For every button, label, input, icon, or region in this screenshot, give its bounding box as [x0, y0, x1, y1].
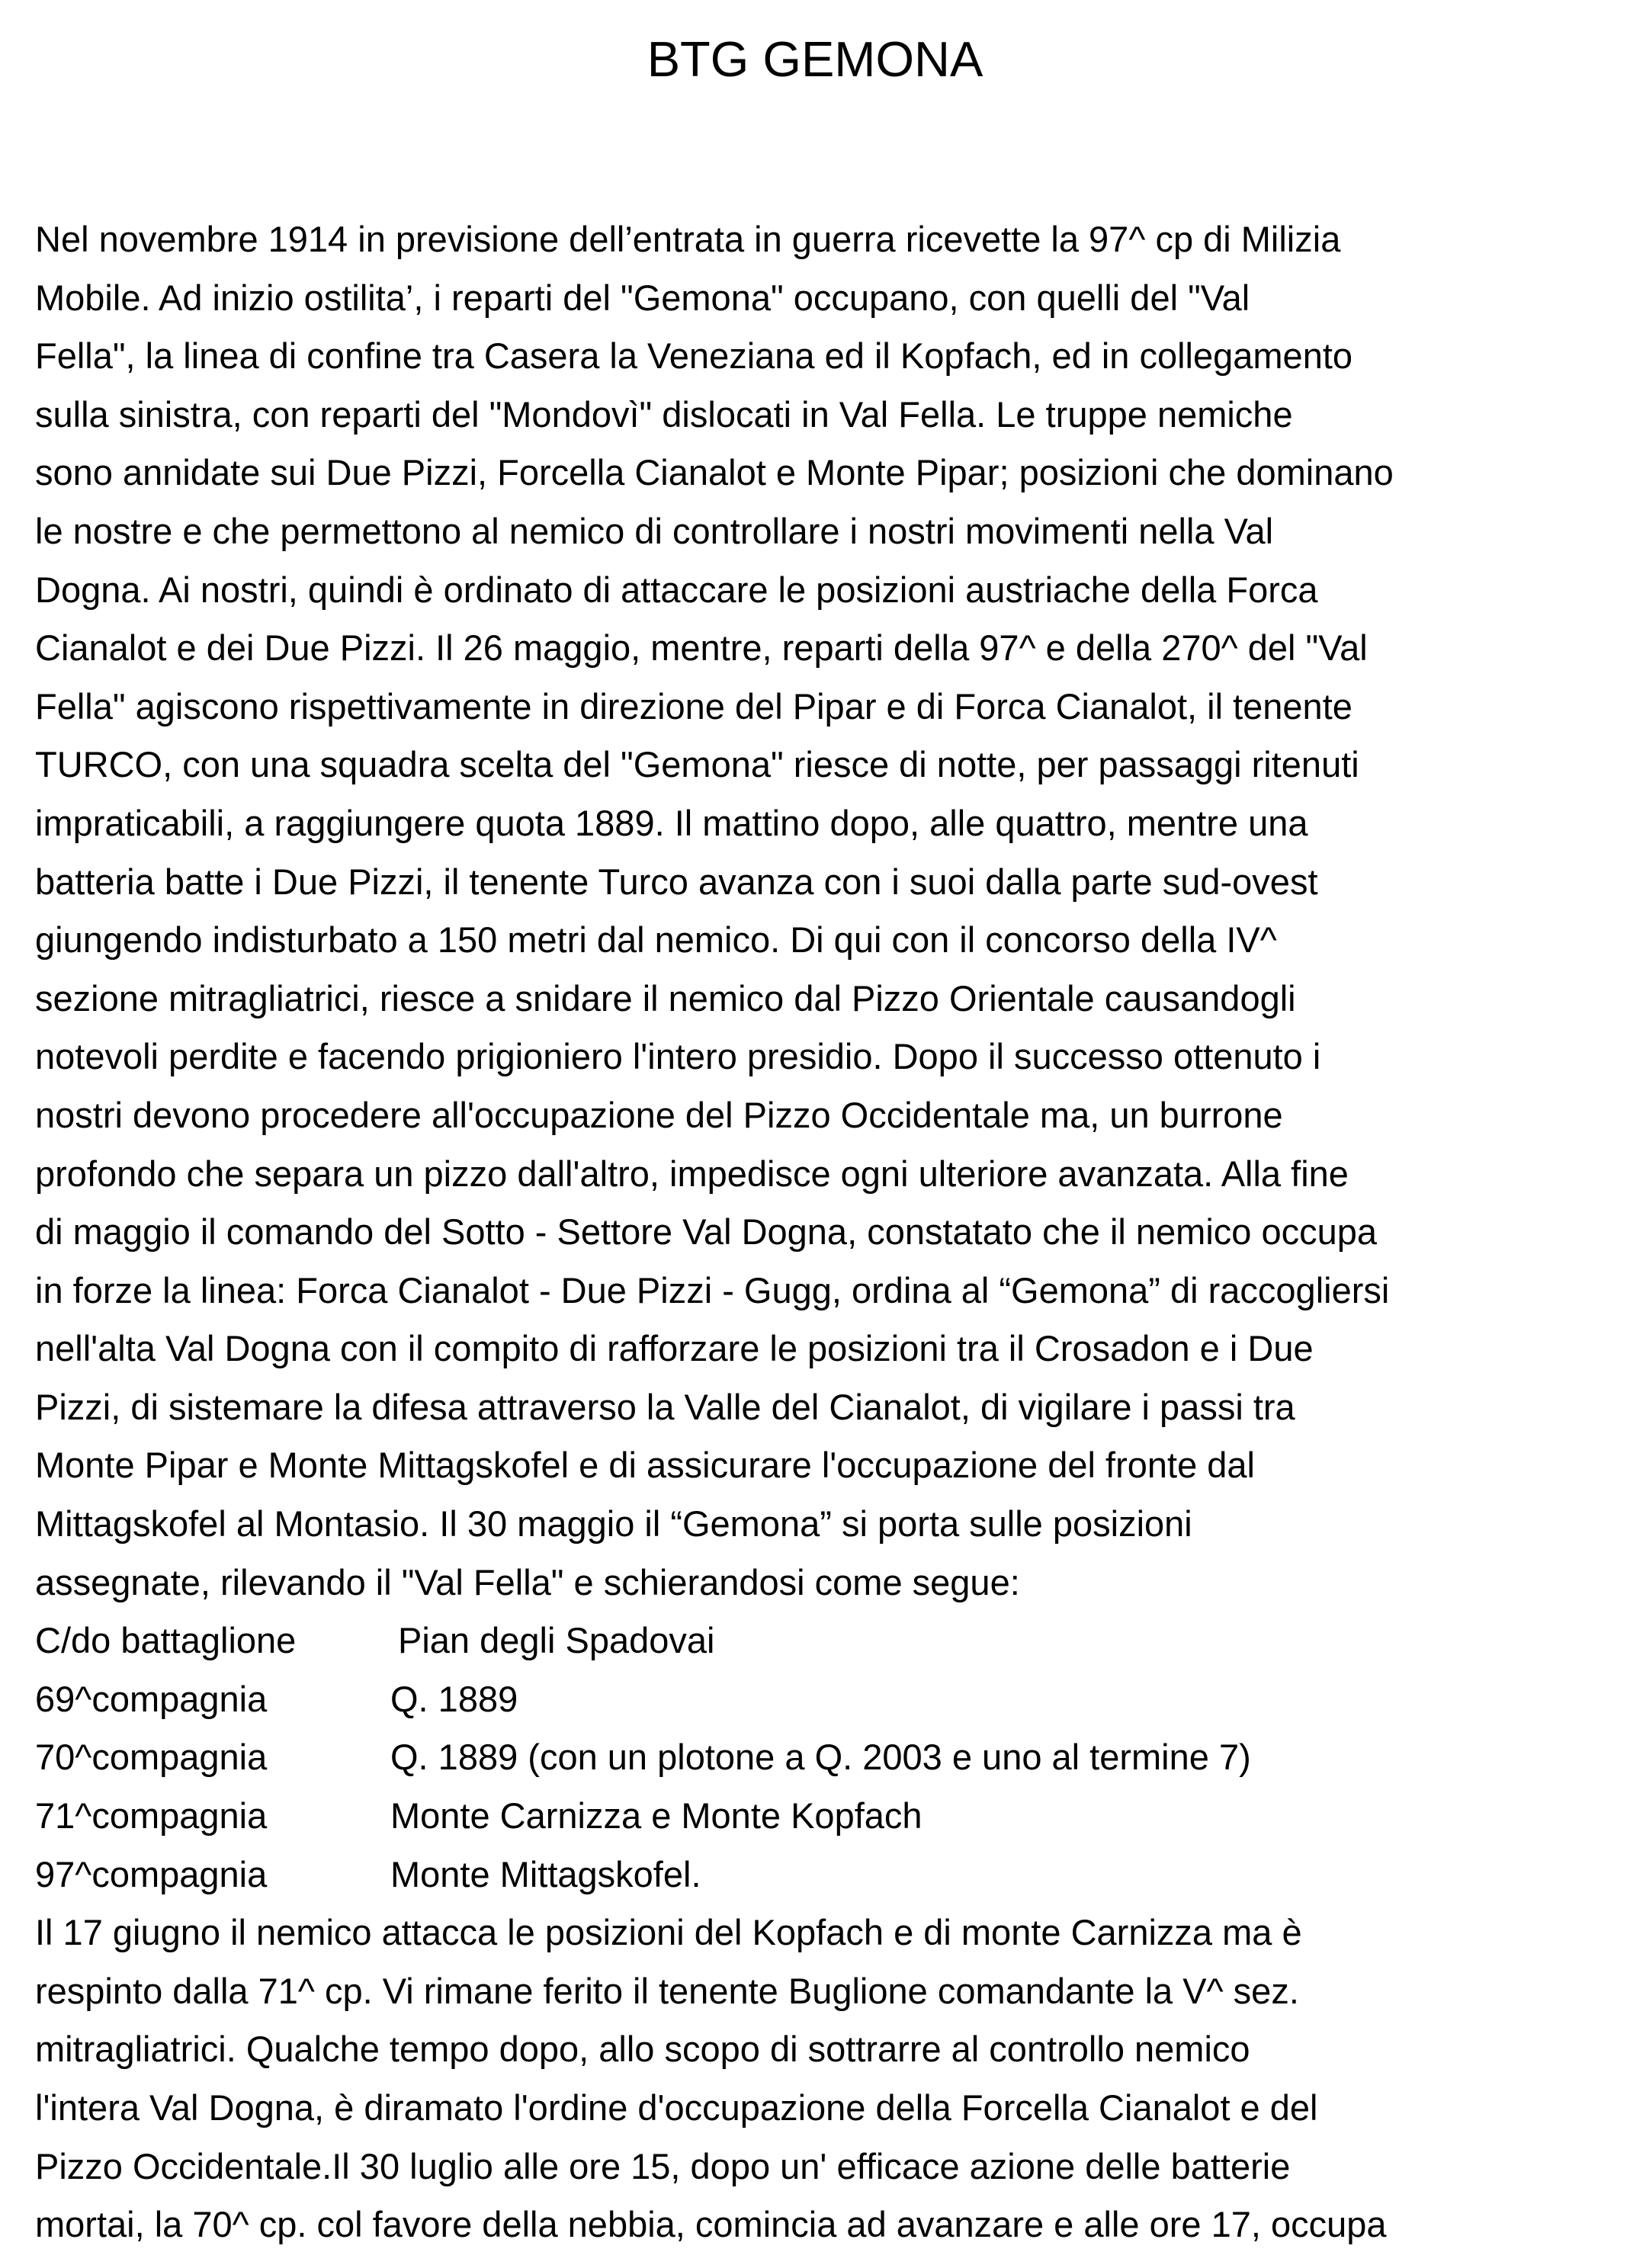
page-title: BTG GEMONA: [647, 31, 983, 87]
paragraph-2: [35, 1904, 1606, 2254]
deployment-list: [35, 1612, 1606, 1904]
text-line: nell'alta Val Dogna con il compito di rafforzare le posizioni tra il Crosadon e i Due: [35, 1328, 1314, 1369]
paragraph-1: [35, 210, 1606, 1612]
text-line: notevoli perdite e facendo prigioniero l'intero presidio. Dopo il successo ottenuto i: [35, 1036, 1321, 1077]
deployment-position: Pian degli Spadovai: [398, 1620, 715, 1661]
deployment-row: [35, 1787, 1606, 1846]
document-body: [35, 210, 1606, 2254]
deployment-unit: C/do battaglione: [35, 1620, 297, 1661]
deployment-unit: 97^compagnia: [35, 1853, 268, 1894]
text-line: TURCO, con una squadra scelta del "Gemona" riesce di notte, per passaggi ritenuti: [35, 744, 1359, 785]
text-line: profondo che separa un pizzo dall'altro, impedisce ogni ulteriore avanzata. Alla fine: [35, 1153, 1349, 1194]
deployment-position: Q. 1889: [390, 1678, 518, 1719]
text-line: assegnate, rilevando il "Val Fella" e schierandosi come segue:: [35, 1561, 1020, 1602]
text-line: mortai, la 70^ cp. col favore della nebbia, comincia ad avanzare e alle ore 17, occupa: [35, 2204, 1387, 2245]
text-line: Monte Pipar e Monte Mittagskofel e di assicurare l'occupazione del fronte dal: [35, 1445, 1255, 1486]
text-line: Mittagskofel al Montasio. Il 30 maggio il “Gemona” si porta sulle posizioni: [35, 1503, 1192, 1545]
deployment-row: [35, 1612, 1606, 1670]
text-line: Fella", la linea di confine tra Casera la Veneziana ed il Kopfach, ed in collegamento: [35, 335, 1353, 377]
deployment-unit: 71^compagnia: [35, 1795, 268, 1837]
deployment-unit: 70^compagnia: [35, 1737, 268, 1778]
text-line: di maggio il comando del Sotto - Settore Val Dogna, constatato che il nemico occupa: [35, 1211, 1378, 1253]
deployment-unit: 69^compagnia: [35, 1678, 268, 1719]
text-line: Il 17 giugno il nemico attacca le posizioni del Kopfach e di monte Carnizza ma è: [35, 1912, 1302, 1953]
text-line: mitragliatrici. Qualche tempo dopo, allo scopo di sottrarre al controllo nemico: [35, 2029, 1250, 2070]
text-line: nostri devono procedere all'occupazione del Pizzo Occidentale ma, un burrone: [35, 1094, 1283, 1135]
text-line: Nel novembre 1914 in previsione dell’entrata in guerra ricevette la 97^ cp di Milizia: [35, 219, 1341, 259]
text-line: Dogna. Ai nostri, quindi è ordinato di attaccare le posizioni austriache della Forca: [35, 569, 1318, 610]
text-line: impraticabili, a raggiungere quota 1889. Il mattino dopo, alle quattro, mentre una: [35, 802, 1308, 843]
text-line: sezione mitragliatrici, riesce a snidare il nemico dal Pizzo Orientale causandogli: [35, 977, 1296, 1019]
text-line: in forze la linea: Forca Cianalot - Due Pizzi - Gugg, ordina al “Gemona” di raccogliersi: [35, 1269, 1390, 1310]
text-line: le nostre e che permettono al nemico di controllare i nostri movimenti nella Val: [35, 510, 1274, 551]
text-line: Fella" agiscono rispettivamente in direzione del Pipar e di Forca Cianalot, il tenente: [35, 685, 1352, 727]
deployment-row: [35, 1670, 1606, 1729]
text-line: Pizzo Occidentale.Il 30 luglio alle ore 15, dopo un' efficace azione delle batterie: [35, 2145, 1291, 2186]
deployment-position: Q. 1889 (con un plotone a Q. 2003 e uno al termine 7): [390, 1737, 1251, 1778]
deployment-row: [35, 1728, 1606, 1787]
deployment-position: Monte Mittagskofel.: [390, 1853, 701, 1894]
text-line: l'intera Val Dogna, è diramato l'ordine d'occupazione della Forcella Cianalot e del: [35, 2087, 1318, 2128]
text-line: sono annidate sui Due Pizzi, Forcella Cianalot e Monte Pipar; posizioni che dominano: [35, 452, 1394, 493]
text-line: Mobile. Ad inizio ostilita’, i reparti del "Gemona" occupano, con quelli del "Val: [35, 277, 1250, 318]
text-line: Pizzi, di sistemare la difesa attraverso la Valle del Cianalot, di vigilare i passi tra: [35, 1386, 1295, 1427]
deployment-position: Monte Carnizza e Monte Kopfach: [390, 1795, 922, 1837]
text-line: Cianalot e dei Due Pizzi. Il 26 maggio, mentre, reparti della 97^ e della 270^ del "Val: [35, 627, 1368, 669]
text-line: batteria batte i Due Pizzi, il tenente Turco avanza con i suoi dalla parte sud-ovest: [35, 861, 1318, 902]
text-line: respinto dalla 71^ cp. Vi rimane ferito il tenente Buglione comandante la V^ sez.: [35, 1970, 1299, 2011]
text-line: giungendo indisturbato a 150 metri dal nemico. Di qui con il concorso della IV^: [35, 919, 1277, 961]
text-line: sulla sinistra, con reparti del "Mondovì" dislocati in Val Fella. Le truppe nemiche: [35, 393, 1293, 435]
deployment-row: [35, 1846, 1606, 1904]
